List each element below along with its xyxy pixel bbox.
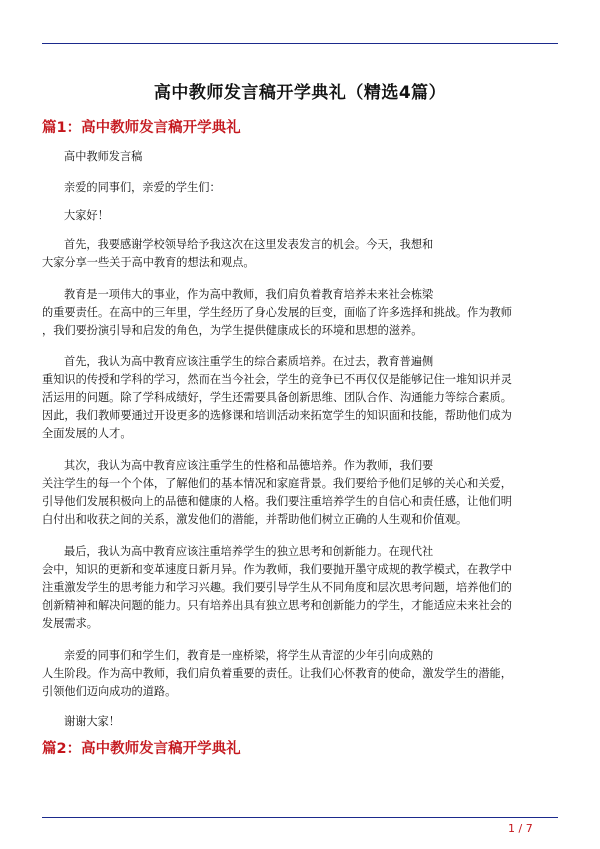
paragraph-line: 的重要责任。在高中的三年里，学生经历了身心发展的巨变，面临了许多选择和挑战。作为教师 bbox=[42, 306, 512, 319]
paragraph-line: 创新精神和解决问题的能力。只有培养出具有独立思考和创新能力的学生，才能适应未来社会的 bbox=[42, 599, 512, 612]
document-title: 高中教师发言稿开学典礼（精选4篇） bbox=[153, 83, 447, 103]
paragraph-line: 教育是一项伟大的事业，作为高中教师，我们肩负着教育培养未来社会栋梁 bbox=[64, 288, 434, 301]
paragraph-line: 亲爱的同事们，亲爱的学生们： bbox=[64, 181, 221, 194]
paragraph-line: 会中，知识的更新和变革速度日新月异。作为教师，我们要抛开墨守成规的教学模式，在教学中 bbox=[42, 563, 512, 576]
paragraph-line: 最后，我认为高中教育应该注重培养学生的独立思考和创新能力。在现代社 bbox=[64, 545, 434, 558]
paragraph-line: 重知识的传授和学科的学习，然而在当今社会，学生的竞争已不再仅仅是能够记住一堆知识并灵 bbox=[42, 373, 512, 386]
paragraph-line: 引领他们迈向成功的道路。 bbox=[42, 685, 177, 698]
paragraph-line: 谢谢大家！ bbox=[64, 715, 120, 728]
section-1-heading: 篇1：高中教师发言稿开学典礼 bbox=[42, 120, 241, 136]
paragraph-line: 全面发展的人才。 bbox=[42, 427, 132, 440]
paragraph-line: 其次，我认为高中教育应该注重学生的性格和品德培养。作为教师，我们要 bbox=[64, 459, 434, 472]
footer-rule bbox=[42, 817, 558, 818]
paragraph-line: 高中教师发言稿 bbox=[64, 150, 143, 163]
paragraph-line: 活运用的问题。除了学科成绩好，学生还需要具备创新思维、团队合作、沟通能力等综合素质。 bbox=[42, 391, 512, 404]
paragraph-line: 人生阶段。作为高中教师，我们肩负着重要的责任。让我们心怀教育的使命，激发学生的潜能， bbox=[42, 667, 512, 680]
paragraph-line: ，我们要扮演引导和启发的角色，为学生提供健康成长的环境和思想的滋养。 bbox=[42, 324, 423, 337]
paragraph-line: 引导他们发展积极向上的品德和健康的人格。我们要注重培养学生的自信心和责任感，让他们明 bbox=[42, 495, 512, 508]
paragraph-line: 发展需求。 bbox=[42, 617, 98, 630]
paragraph-line: 大家好！ bbox=[64, 209, 109, 222]
section-2-heading: 篇2：高中教师发言稿开学典礼 bbox=[42, 741, 241, 757]
paragraph-line: 亲爱的同事们和学生们，教育是一座桥梁，将学生从青涩的少年引向成熟的 bbox=[64, 649, 434, 662]
paragraph-line: 大家分享一些关于高中教育的想法和观点。 bbox=[42, 256, 255, 269]
header-rule bbox=[42, 43, 558, 44]
paragraph-line: 首先，我要感谢学校领导给予我这次在这里发表发言的机会。今天，我想和 bbox=[64, 238, 434, 251]
paragraph-line: 关注学生的每一个个体，了解他们的基本情况和家庭背景。我们要给予他们足够的关心和关爱， bbox=[42, 477, 512, 490]
page-number: 1 / 7 bbox=[508, 822, 533, 835]
paragraph-line: 首先，我认为高中教育应该注重学生的综合素质培养。在过去，教育普遍侧 bbox=[64, 355, 434, 368]
paragraph-line: 注重激发学生的思考能力和学习兴趣。我们要引导学生从不同角度和层次思考问题，培养他们的 bbox=[42, 581, 512, 594]
paragraph-line: 因此，我们教师要通过开设更多的选修课和培训活动来拓宽学生的知识面和技能，帮助他们成为 bbox=[42, 409, 512, 422]
paragraph-line: 白付出和收获之间的关系，激发他们的潜能，并帮助他们树立正确的人生观和价值观。 bbox=[42, 513, 468, 526]
